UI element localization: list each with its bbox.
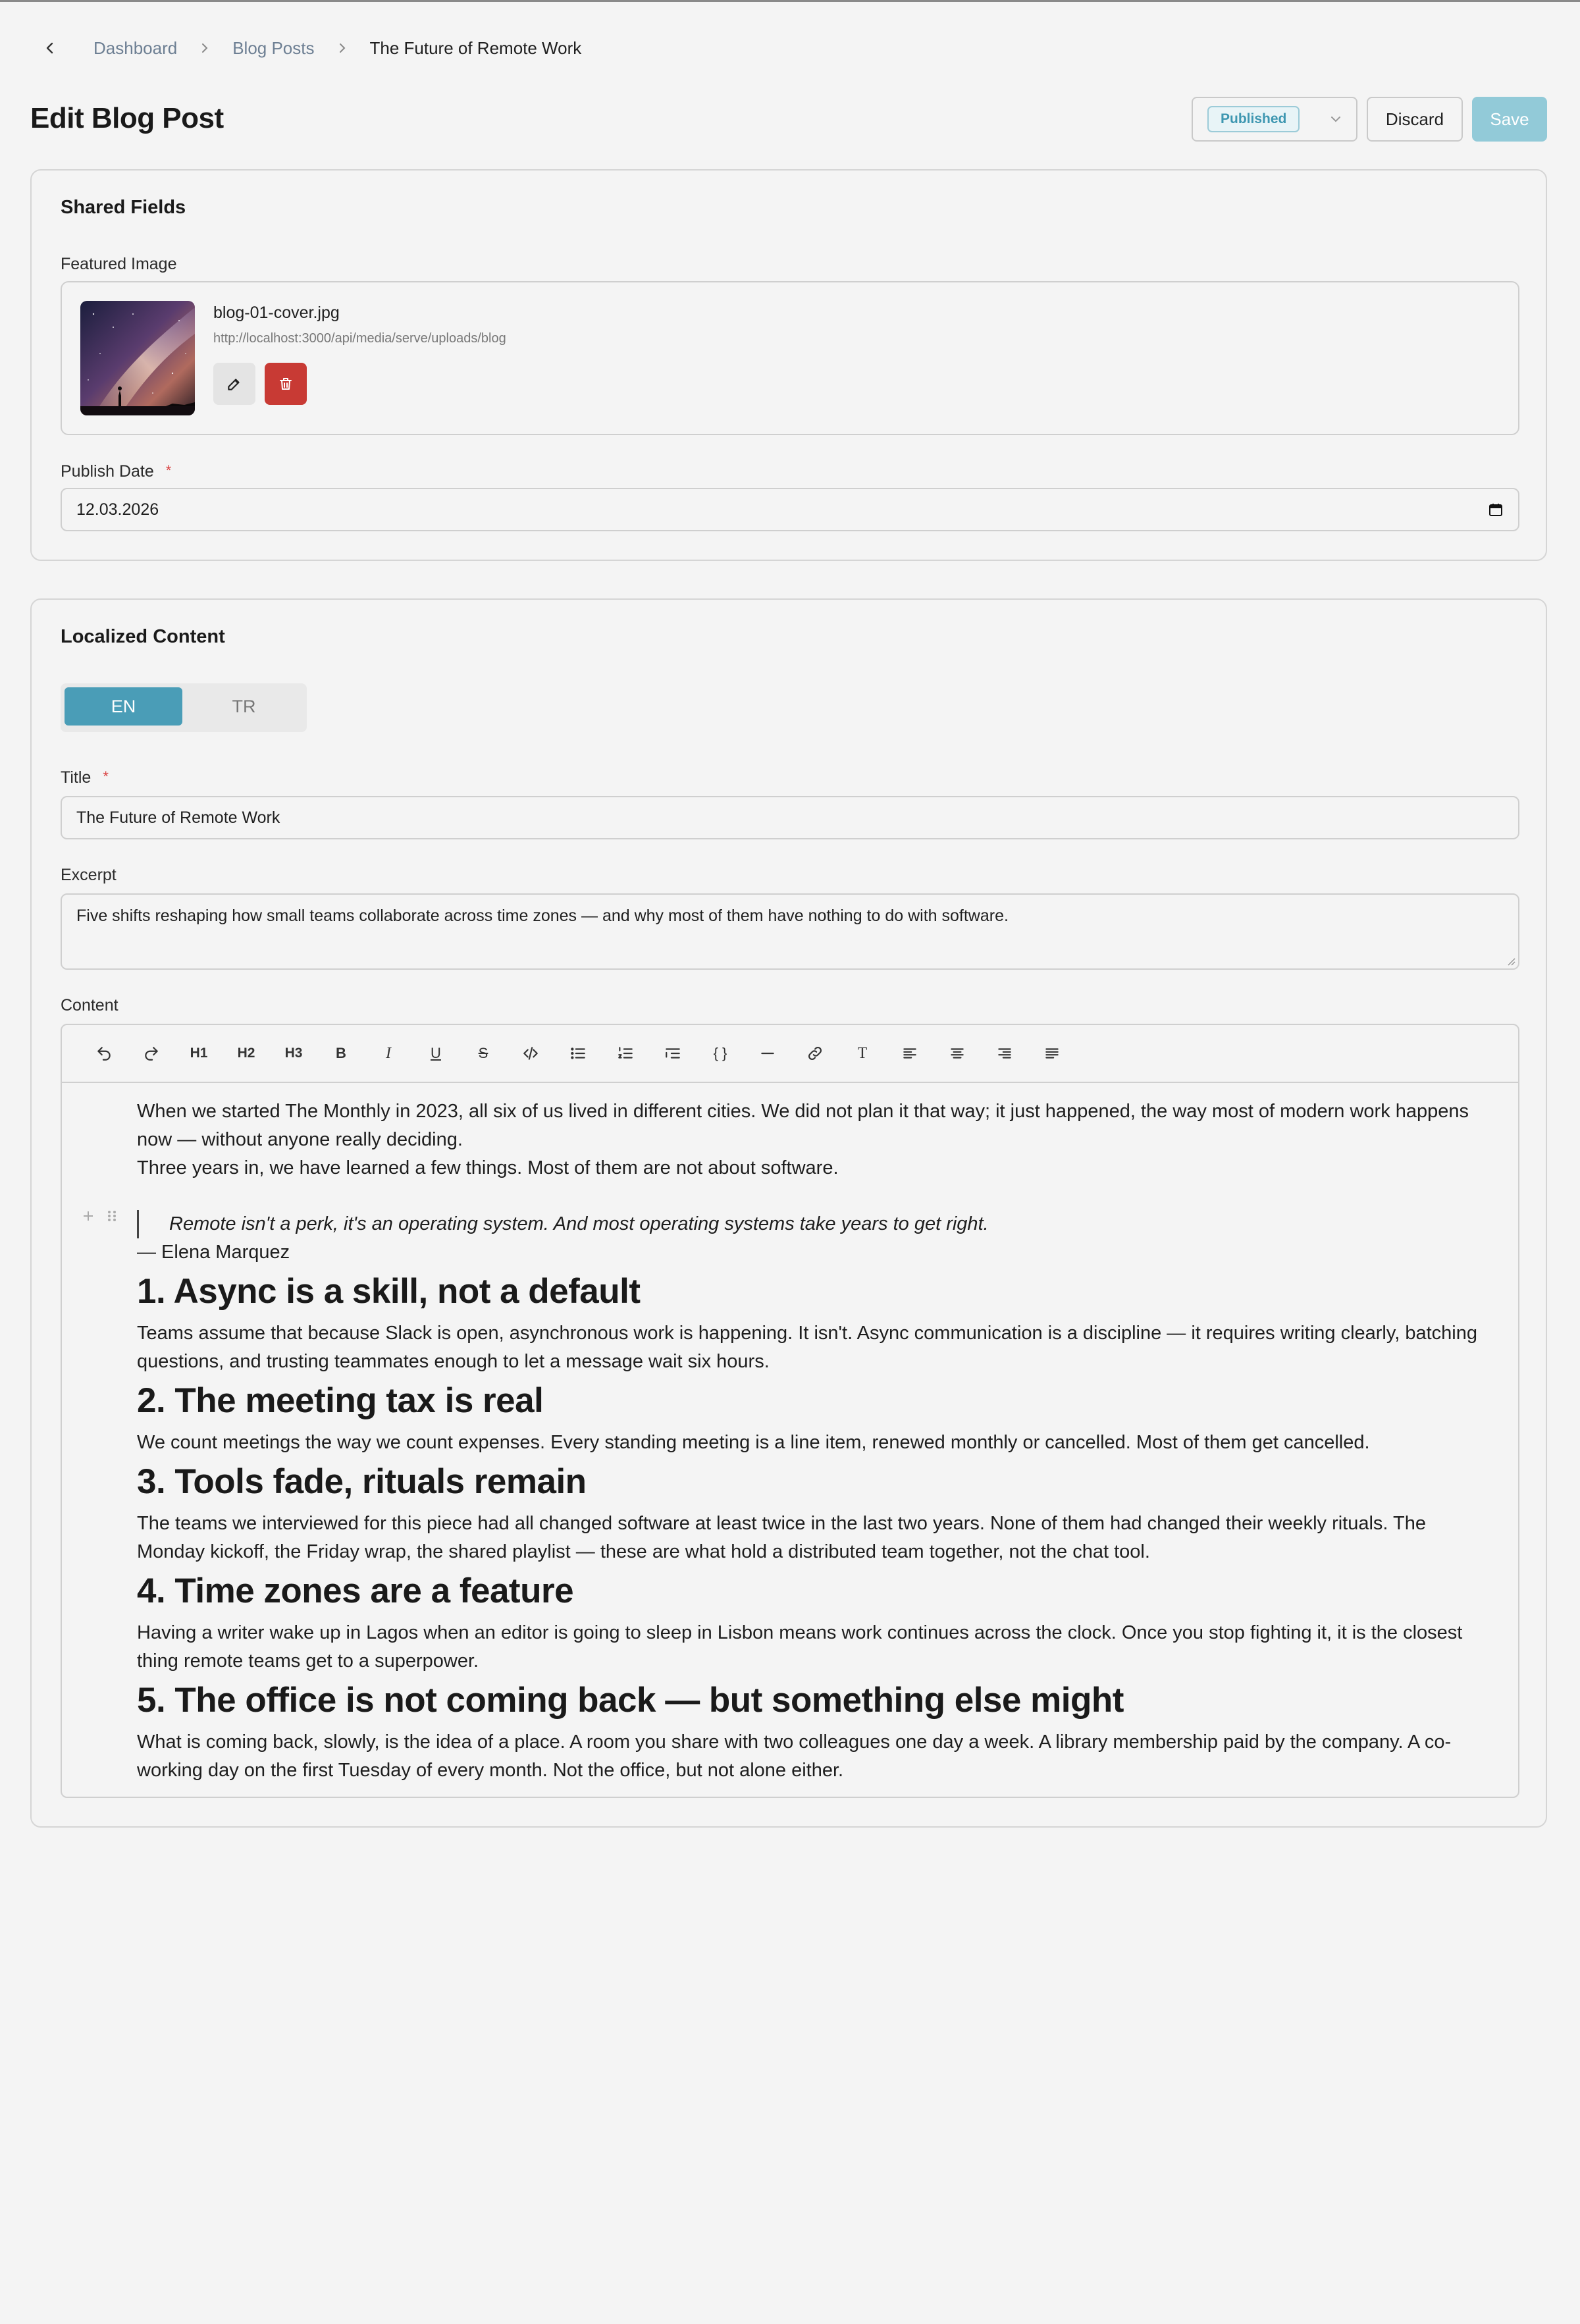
publish-date-input[interactable] xyxy=(61,488,1519,531)
align-right-button[interactable] xyxy=(981,1036,1028,1071)
heading-1-button[interactable] xyxy=(175,1036,223,1071)
excerpt-label: Excerpt xyxy=(61,866,117,884)
required-indicator: * xyxy=(103,768,109,785)
editor-content[interactable] xyxy=(62,1083,1518,1785)
status-select[interactable] xyxy=(1192,97,1357,142)
breadcrumb-blog-posts[interactable]: Blog Posts xyxy=(232,38,315,58)
section-heading: 1. Async is a skill, not a default xyxy=(137,1272,641,1311)
align-center-button[interactable] xyxy=(934,1036,981,1071)
calendar-icon[interactable] xyxy=(1488,502,1504,517)
section-heading: 3. Tools fade, rituals remain xyxy=(137,1462,587,1501)
resize-handle-icon[interactable] xyxy=(1506,957,1515,966)
ordered-list-button[interactable] xyxy=(602,1036,649,1071)
horizontal-rule-icon xyxy=(759,1045,776,1062)
excerpt-textarea[interactable] xyxy=(61,893,1519,970)
tab-tr[interactable]: TR xyxy=(232,696,256,716)
image-file-name: blog-01-cover.jpg xyxy=(213,304,340,322)
image-file-url: http://localhost:3000/api/media/serve/uploads/blog xyxy=(213,331,506,346)
underline-icon: U xyxy=(431,1045,441,1061)
align-right-icon xyxy=(996,1045,1013,1062)
paragraph: Three years in, we have learned a few things. Most of them are not about software. xyxy=(137,1157,839,1178)
tab-en[interactable]: EN xyxy=(65,687,182,726)
bold-button[interactable] xyxy=(317,1036,365,1071)
text-format-button[interactable] xyxy=(839,1036,886,1071)
bold-icon: B xyxy=(336,1045,346,1061)
strikethrough-button[interactable] xyxy=(460,1036,507,1071)
paragraph: When we started The Monthly in 2023, all six of us lived in different cities. We did not plan it that way; it just happened, the way most of modern work happens now — without anyone really deciding. xyxy=(137,1101,1469,1150)
blockquote-button[interactable] xyxy=(649,1036,697,1071)
featured-image-field xyxy=(61,281,1519,435)
horizontal-rule-button[interactable] xyxy=(744,1036,791,1071)
text-type-icon: T xyxy=(857,1044,868,1062)
block-handles xyxy=(82,1209,117,1223)
excerpt-text: Five shifts reshaping how small teams collaborate across time zones — and why most of them have nothing to do with software. xyxy=(76,907,1009,925)
back-button[interactable] xyxy=(37,35,63,61)
plus-icon[interactable] xyxy=(82,1209,95,1223)
bullet-list-button[interactable] xyxy=(554,1036,602,1071)
align-left-button[interactable] xyxy=(886,1036,934,1071)
localized-content-card xyxy=(30,598,1547,1828)
h3-label: H3 xyxy=(284,1045,303,1061)
undo-icon xyxy=(95,1045,113,1062)
paragraph: We count meetings the way we count expenses. Every standing meeting is a line item, renewed monthly or cancelled. Most of them get cancelled. xyxy=(137,1432,1370,1453)
blockquote-icon xyxy=(664,1045,681,1062)
redo-icon xyxy=(143,1045,160,1062)
drag-handle-icon[interactable] xyxy=(107,1209,117,1223)
align-left-icon xyxy=(901,1045,918,1062)
paragraph: The teams we interviewed for this piece had all changed software at least twice in the last two years. None of them had changed their weekly rituals. The Monday kickoff, the Friday wrap, the shared playlist — these are what hold a distributed team together, not the chat tool. xyxy=(137,1513,1426,1562)
justify-icon xyxy=(1043,1045,1061,1062)
title-input[interactable]: The Future of Remote Work xyxy=(61,796,1519,839)
justify-button[interactable] xyxy=(1028,1036,1076,1071)
quote-author: — Elena Marquez xyxy=(137,1242,290,1263)
edit-image-button[interactable] xyxy=(213,363,255,405)
paragraph: Having a writer wake up in Lagos when an editor is going to sleep in Lisbon means work continues across the clock. Once you stop fighting it, it is the closest thing remote teams get to a superpower. xyxy=(137,1622,1463,1672)
code-block-icon: { } xyxy=(713,1045,727,1061)
section-heading: 4. Time zones are a feature xyxy=(137,1571,574,1610)
chevron-left-icon xyxy=(43,41,57,55)
italic-icon: I xyxy=(386,1044,391,1062)
chevron-right-icon xyxy=(334,40,350,56)
title-label: Title * xyxy=(61,768,109,787)
rich-text-editor xyxy=(61,1024,1519,1798)
chevron-right-icon xyxy=(197,40,213,56)
code-block-button[interactable] xyxy=(697,1036,744,1071)
section-title: Localized Content xyxy=(61,626,225,647)
page-title: Edit Blog Post xyxy=(30,102,224,134)
heading-3-button[interactable] xyxy=(270,1036,317,1071)
publish-date-value: 12.03.2026 xyxy=(76,500,159,519)
ordered-list-icon xyxy=(617,1045,634,1062)
pencil-icon xyxy=(226,375,243,392)
status-badge: Published xyxy=(1207,106,1300,132)
save-button[interactable]: Save xyxy=(1472,97,1547,142)
publish-date-label: Publish Date * xyxy=(61,462,172,481)
section-title: Shared Fields xyxy=(61,197,186,218)
italic-button[interactable] xyxy=(365,1036,412,1071)
align-center-icon xyxy=(949,1045,966,1062)
code-icon xyxy=(522,1045,539,1062)
editor-toolbar xyxy=(62,1025,1518,1083)
paragraph: Teams assume that because Slack is open, asynchronous work is happening. It isn't. Async communication is a discipline — it requires writing clearly, batching questions, and trusting teammates enough to let a message wait six hours. xyxy=(137,1323,1477,1372)
featured-image-thumbnail xyxy=(80,301,195,415)
bullet-list-icon xyxy=(569,1045,587,1062)
h2-label: H2 xyxy=(237,1045,255,1061)
section-heading: 2. The meeting tax is real xyxy=(137,1381,544,1420)
language-tabs xyxy=(61,683,307,732)
header-actions xyxy=(1192,97,1547,142)
breadcrumb xyxy=(37,35,581,61)
chevron-down-icon xyxy=(1329,112,1343,126)
strikethrough-icon: S xyxy=(478,1045,488,1061)
discard-button[interactable]: Discard xyxy=(1367,97,1463,142)
heading-2-button[interactable] xyxy=(223,1036,270,1071)
breadcrumb-current: The Future of Remote Work xyxy=(369,38,582,58)
link-button[interactable] xyxy=(791,1036,839,1071)
link-icon xyxy=(806,1045,824,1062)
h1-label: H1 xyxy=(190,1045,208,1061)
delete-image-button[interactable] xyxy=(265,363,307,405)
inline-code-button[interactable] xyxy=(507,1036,554,1071)
breadcrumb-dashboard[interactable]: Dashboard xyxy=(93,38,178,58)
shared-fields-card xyxy=(30,169,1547,561)
paragraph: What is coming back, slowly, is the idea of a place. A room you share with two colleagues one day a week. A library membership paid by the company. A co-working day on the first Tuesday of every month. Not the office, but not alone either. xyxy=(137,1731,1452,1781)
required-indicator: * xyxy=(165,462,172,479)
undo-button[interactable] xyxy=(80,1036,128,1071)
trash-icon xyxy=(278,376,294,392)
redo-button[interactable] xyxy=(128,1036,175,1071)
content-label: Content xyxy=(61,996,118,1015)
section-heading: 5. The office is not coming back — but something else might xyxy=(137,1681,1124,1720)
featured-image-label: Featured Image xyxy=(61,255,177,273)
underline-button[interactable] xyxy=(412,1036,460,1071)
blockquote: Remote isn't a perk, it's an operating system. And most operating systems take years to get right. xyxy=(137,1210,1492,1238)
